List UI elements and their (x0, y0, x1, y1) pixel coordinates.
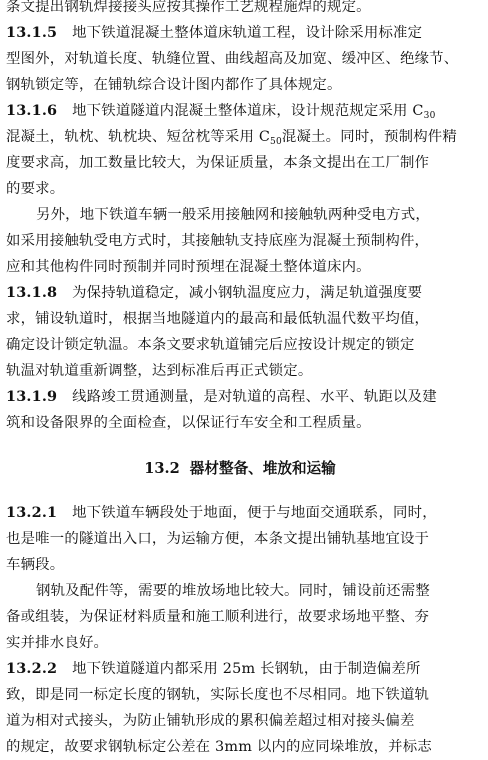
paragraph-text: 型图外，对轨道长度、轨缝位置、曲线超高及加宽、缓冲区、绝缘节、 (6, 51, 459, 67)
clause-13-1-8 (6, 280, 422, 306)
clause-number: 13.1.8 (6, 284, 58, 301)
text-line (6, 176, 64, 202)
text-line (6, 150, 429, 176)
paragraph-text: 致，即是同一标定长度的钢轨，实际长度也不尽相同。地下铁道轨 (6, 687, 430, 703)
clause-number: 13.1.5 (6, 24, 58, 41)
paragraph-text: 条文提出钢轨焊接接头应按其操作工艺规程施焊的规定。 (6, 0, 371, 15)
paragraph-text: 道为相对式接头，为防止铺轨形成的累积偏差超过相对接头偏差 (6, 713, 415, 729)
paragraph-text: 筑和设备限界的全面检查，以保证行车安全和工程质量。 (6, 415, 371, 431)
clause-number: 13.1.6 (6, 102, 58, 119)
text-line (6, 630, 108, 656)
clause-number: 13.1.9 (6, 388, 58, 405)
section-number: 13.2 (144, 460, 180, 477)
paragraph-text: 确定设计锁定轨温。本条文要求轨道铺完后应按设计规定的锁定 (6, 337, 415, 353)
paragraph-text: 也是唯一的隧道出入口，为运输方便，本条文提出铺轨基地宜设于 (6, 531, 430, 547)
paragraph-text: 应和其他构件同时预制并同时预埋在混凝土整体道床内。 (6, 259, 371, 275)
text-line (36, 578, 430, 604)
clause-13-1-5 (6, 20, 422, 46)
text-line (6, 332, 415, 358)
text-line (36, 202, 430, 228)
paragraph-text: 实并排水良好。 (6, 635, 109, 651)
paragraph-text: 另外，地下铁道车辆一般采用接触网和接触轨两种受电方式， (36, 207, 430, 223)
clause-number: 13.2.2 (6, 660, 58, 677)
paragraph-text: 求，铺设轨道时，根据当地隧道内的最高和最低轨温代数平均值， (6, 311, 430, 327)
text-line (6, 358, 312, 384)
paragraph-text: 备或组装，为保证材料质量和施工顺利进行，故要求场地平整、夯 (6, 609, 430, 625)
text-line (6, 72, 342, 98)
paragraph-text: 轨温对轨道重新调整，达到标准后再正式锁定。 (6, 363, 313, 379)
text-line (6, 552, 64, 578)
clause-13-1-9 (6, 384, 437, 410)
subscript: 30 (423, 111, 436, 121)
paragraph-text: 度要求高，加工数量比较大，为保证质量，本条文提出在工厂制作 (6, 155, 430, 171)
section-heading (6, 456, 484, 482)
paragraph-text: 的要求。 (6, 181, 65, 197)
paragraph-text: 混凝土。同时，预制构件精 (281, 129, 457, 145)
clause-13-2-1 (6, 500, 437, 526)
text-line (6, 734, 432, 760)
text-line (6, 526, 429, 552)
text-line (6, 604, 429, 630)
paragraph-text: 钢轨锁定等，在铺轨综合设计图内都作了具体规定。 (6, 77, 342, 93)
text-line (6, 46, 458, 72)
paragraph-text: 车辆段。 (6, 557, 65, 573)
text-line (6, 254, 371, 280)
text-line (6, 708, 415, 734)
section-title: 器材整备、堆放和运输 (189, 460, 336, 477)
text-line (6, 410, 371, 436)
text-line (6, 682, 429, 708)
clause-text: 地下铁道混凝土整体道床轨道工程，设计除采用标准定 (72, 25, 423, 41)
clause-text: 线路竣工贯通测量，是对轨道的高程、水平、轨距以及建 (72, 389, 437, 405)
text-line (6, 306, 429, 332)
clause-text: 地下铁道隧道内混凝土整体道床，设计规范规定采用 C (72, 103, 424, 119)
document-page (6, 0, 484, 755)
text-line (6, 228, 429, 254)
clause-text: 地下铁道隧道内都采用 25m 长钢轨，由于制造偏差所 (72, 661, 421, 677)
clause-text: 地下铁道车辆段处于地面，便于与地面交通联系，同时， (72, 505, 437, 521)
clause-13-2-2 (6, 656, 421, 682)
paragraph-text: 钢轨及配件等，需要的堆放场地比较大。同时，铺设前还需整 (36, 583, 430, 599)
paragraph-text: 混凝土，轨枕、轨枕块、短岔枕等采用 C (6, 129, 271, 145)
paragraph-text: 如采用接触轨受电方式时，其接触轨支持底座为混凝土预制构件， (6, 233, 430, 249)
text-line (6, 0, 371, 20)
clause-number: 13.2.1 (6, 504, 58, 521)
subscript: 50 (270, 137, 282, 147)
clause-text: 为保持轨道稳定，减小钢轨温度应力，满足轨道强度要 (72, 285, 423, 301)
paragraph-text: 的规定，故要求钢轨标定公差在 3mm 以内的应同垛堆放，并标志 (6, 739, 432, 755)
